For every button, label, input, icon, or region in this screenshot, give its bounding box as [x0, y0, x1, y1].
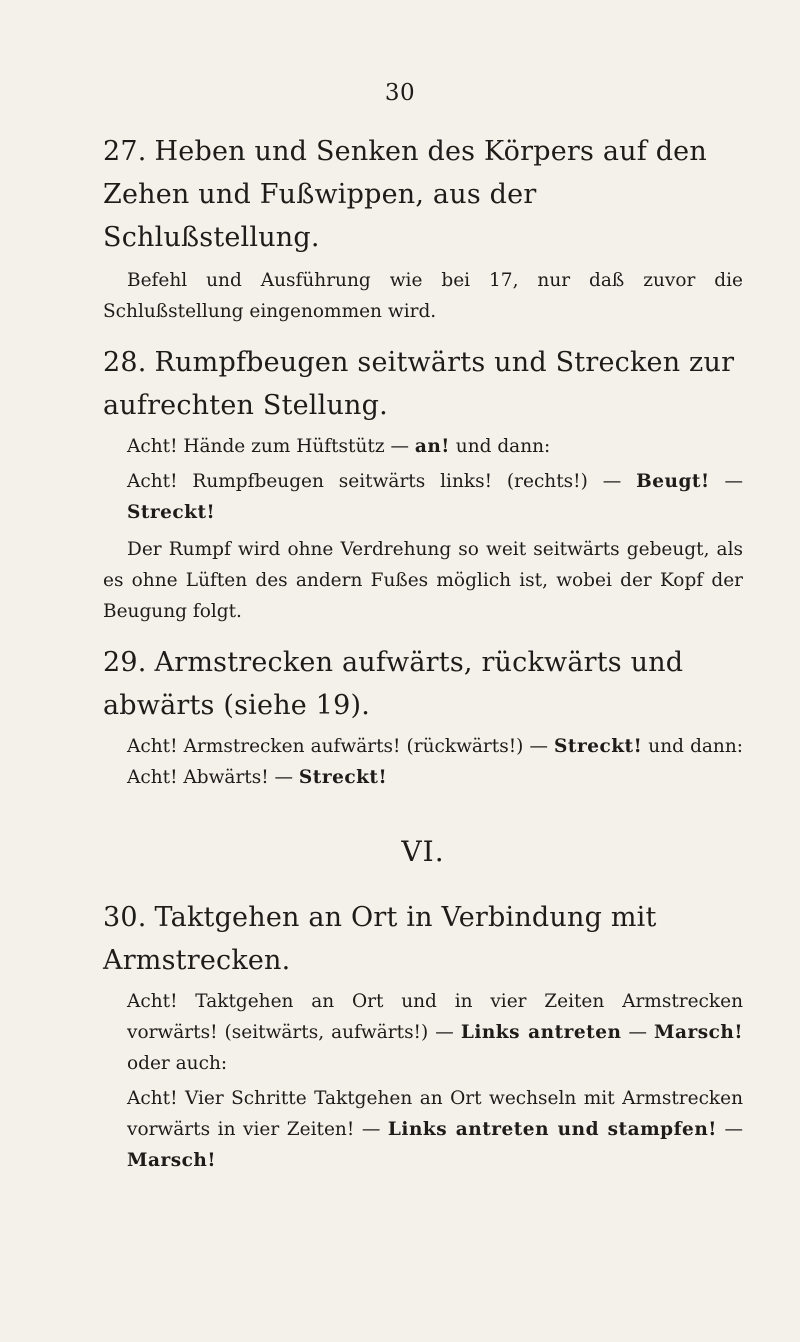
exercise-28-title: Rumpfbeugen seitwärts und Strecken zur aufrechten Stellung.: [103, 347, 735, 421]
exercise-28-command-2: [103, 466, 743, 528]
exercise-29-command: [103, 731, 743, 793]
exercise-27-title: Heben und Senken des Körpers auf den Zehen und Fußwippen, aus der Schlußstellung.: [103, 136, 707, 253]
command-word: Links antreten und stampfen!: [387, 1119, 717, 1140]
command-text: Acht! Rumpfbeugen seitwärts links! (rechts!) —: [127, 471, 637, 492]
command-text: und dann:: [449, 436, 551, 457]
command-word: an!: [414, 436, 450, 457]
command-word: Streckt!: [127, 502, 216, 523]
exercise-27-body: Befehl und Ausführung wie bei 17, nur daß zuvor die Schlußstellung eingenommen wird.: [103, 270, 743, 322]
page-content: [103, 130, 743, 1176]
exercise-29-number: 29.: [103, 647, 147, 678]
command-word: Links antreten: [460, 1022, 622, 1043]
exercise-28-number: 28.: [103, 347, 147, 378]
exercise-30-title: Taktgehen an Ort in Verbindung mit Armstrecken.: [103, 902, 657, 976]
exercise-28-heading: [103, 341, 743, 427]
exercise-30-command-2: [103, 1083, 743, 1176]
command-word: Beugt!: [636, 471, 710, 492]
exercise-27-number: 27.: [103, 136, 147, 167]
command-word: Streckt!: [298, 767, 388, 788]
exercise-29-title: Armstrecken aufwärts, rückwärts und abwärts (siehe 19).: [103, 647, 684, 721]
command-word: Marsch!: [654, 1022, 743, 1043]
command-word: Marsch!: [127, 1150, 216, 1171]
exercise-30-heading: [103, 896, 743, 982]
command-text: und dann: Acht! Abwärts! —: [127, 736, 743, 788]
command-text: Acht! Vier Schritte Taktgehen an Ort wechseln mit Armstrecken vorwärts in vier Zeiten! —: [127, 1088, 743, 1140]
exercise-28-command-1: [103, 431, 743, 462]
exercise-30-command-1: [103, 986, 743, 1079]
command-text: —: [621, 1022, 655, 1043]
command-text: oder auch:: [127, 1053, 228, 1074]
exercise-29-heading: [103, 641, 743, 727]
exercise-30-number: 30.: [103, 902, 147, 933]
command-text: Acht! Hände zum Hüftstütz —: [127, 436, 415, 457]
command-text: —: [716, 1119, 743, 1140]
page-number: 30: [384, 80, 416, 106]
command-text: Acht! Taktgehen an Ort und in vier Zeiten Armstrecken vorwärts! (seitwärts, aufwärts!) —: [127, 991, 743, 1043]
section-heading: VI.: [401, 835, 445, 868]
command-text: —: [709, 471, 743, 492]
command-word: Streckt!: [554, 736, 643, 757]
exercise-27-heading: [103, 130, 743, 259]
command-text: Acht! Armstrecken aufwärts! (rückwärts!) —: [127, 736, 555, 757]
exercise-28-body: Der Rumpf wird ohne Verdrehung so weit seitwärts gebeugt, als es ohne Lüften des andern Fußes möglich ist, wobei der Kopf der Beugung folgt.: [103, 539, 743, 622]
